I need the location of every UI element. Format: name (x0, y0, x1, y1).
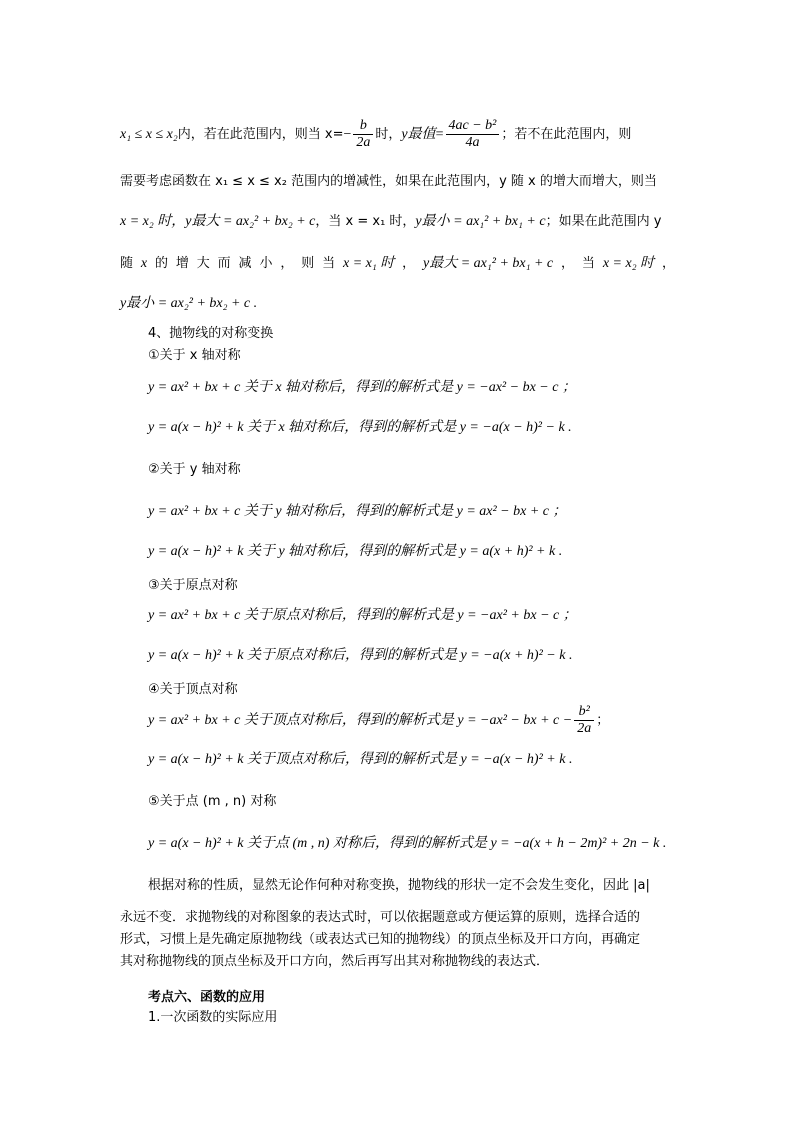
paragraph-line-2: 永远不变．求抛物线的对称图象的表达式时，可以依据题意或方便运算的原则，选择合适的 (120, 910, 641, 925)
fraction-denominator: 2a (577, 721, 592, 736)
formula-origin-vertex: y = a(x − h)² + k 关于原点对称后，得到的解析式是 y = −a(x + h)² − k . (148, 648, 573, 663)
text-segment: ；若不在此范围内，则 (501, 127, 632, 142)
paragraph-line-4: 其对称抛物线的顶点坐标及开口方向，然后再写出其对称抛物线的表达式． (120, 954, 550, 969)
word: 减 (238, 256, 252, 271)
word: x = x₂ 时 (602, 256, 655, 271)
formula-y-axis-general: y = ax² + bx + c 关于 y 轴对称后，得到的解析式是 y = ax² − bx + c ； (148, 504, 567, 519)
formula-origin-general: y = ax² + bx + c 关于原点对称后，得到的解析式是 y = −ax² + bx − c ； (148, 608, 577, 623)
fraction-b-over-2a (353, 118, 373, 151)
word: ， (661, 256, 675, 271)
fraction-numerator: 4ac − b² (446, 118, 500, 135)
text-line-5: y最小 = ax₂² + bx₂ + c . (120, 296, 258, 311)
y-extreme-label: y最值 (401, 127, 436, 142)
math-segment: y最大 = ax₂² + bx₂ + c (185, 214, 316, 229)
fraction-denominator: 4a (465, 135, 480, 150)
minus-sign: − (343, 127, 352, 142)
text-line-2: 需要考虑函数在 x₁ ≤ x ≤ x₂ 范围内的增减性，如果在此范围内，y 随 x 的增大而增大，则当 (120, 174, 657, 189)
fraction-b2-over-2a (574, 704, 594, 737)
word: 大 (196, 256, 210, 271)
word: 则 (301, 256, 315, 271)
text-segment: 时， (375, 127, 402, 142)
section-heading-applications: 考点六、函数的应用 (148, 990, 266, 1005)
inequality-range: x₁ ≤ x ≤ x₂ (120, 127, 178, 142)
math-segment: y最小 = ax₁² + bx₁ + c (415, 214, 546, 229)
text-line-3 (120, 212, 661, 232)
word: ， (402, 256, 416, 271)
paragraph-line-3: 形式，习惯上是先确定原抛物线（或表达式已知的抛物线）的顶点坐标及开口方向，再确定 (120, 932, 641, 947)
formula-vertex-vertex: y = a(x − h)² + k 关于顶点对称后，得到的解析式是 y = −a(x − h)² + k . (148, 752, 573, 767)
word: ， (561, 256, 575, 271)
fraction-denominator: 2a (356, 135, 371, 150)
word: 小 (259, 256, 273, 271)
section-heading-symmetry: 4、抛物线的对称变换 (148, 326, 274, 341)
formula-point-vertex: y = a(x − h)² + k 关于点 (m , n) 对称后，得到的解析式是 y = −a(x + h − 2m)² + 2n − k . (148, 836, 667, 851)
formula-x-axis-general: y = ax² + bx + c 关于 x 轴对称后，得到的解析式是 y = −ax² − bx − c ； (148, 380, 576, 395)
subsection-point: ⑤关于点 (m , n) 对称 (148, 794, 277, 809)
fraction-vertex-value (446, 118, 500, 151)
text-line-4 (120, 254, 675, 274)
subsection-x-axis: ①关于 x 轴对称 (148, 348, 241, 363)
formula-x-axis-vertex: y = a(x − h)² + k 关于 x 轴对称后，得到的解析式是 y = −a(x − h)² − k . (148, 420, 572, 435)
equals-sign: = (435, 127, 444, 142)
word: 增 (175, 256, 189, 271)
text-segment: 内，若在此范围内，则当 x= (177, 127, 344, 142)
subsection-y-axis: ②关于 y 轴对称 (148, 462, 241, 477)
word: x = x₁ 时 (343, 256, 395, 271)
word: 而 (217, 256, 231, 271)
text-segment: ，当 x = x₁ 时， (315, 214, 416, 229)
subsection-linear-application: 1.一次函数的实际应用 (148, 1010, 278, 1025)
math-segment: x = x₂ 时， (120, 214, 186, 229)
fraction-numerator: b² (574, 704, 594, 721)
word: 当 (322, 256, 336, 271)
text-line-1 (120, 118, 631, 151)
formula-y-axis-vertex: y = a(x − h)² + k 关于 y 轴对称后，得到的解析式是 y = a(x + h)² + k . (148, 544, 563, 559)
subsection-origin: ③关于原点对称 (148, 578, 238, 593)
word: 的 (154, 256, 168, 271)
math-segment: y = ax² + bx + c 关于顶点对称后，得到的解析式是 y = −ax² − bx + c − (148, 713, 573, 728)
subsection-vertex: ④关于顶点对称 (148, 682, 238, 697)
formula-vertex-general (148, 704, 609, 737)
word: ， (280, 256, 294, 271)
word: x (140, 256, 148, 271)
paragraph-line-1: 根据对称的性质，显然无论作何种对称变换，抛物线的形状一定不会发生变化，因此 |a| (148, 878, 650, 893)
word: y最大 = ax₁² + bx₁ + c (423, 256, 554, 271)
word: 当 (581, 256, 595, 271)
text-segment: ；如果在此范围内 y (545, 214, 662, 229)
fraction-numerator: b (353, 118, 373, 135)
word: 随 (120, 256, 134, 271)
text-segment: ； (596, 713, 610, 728)
